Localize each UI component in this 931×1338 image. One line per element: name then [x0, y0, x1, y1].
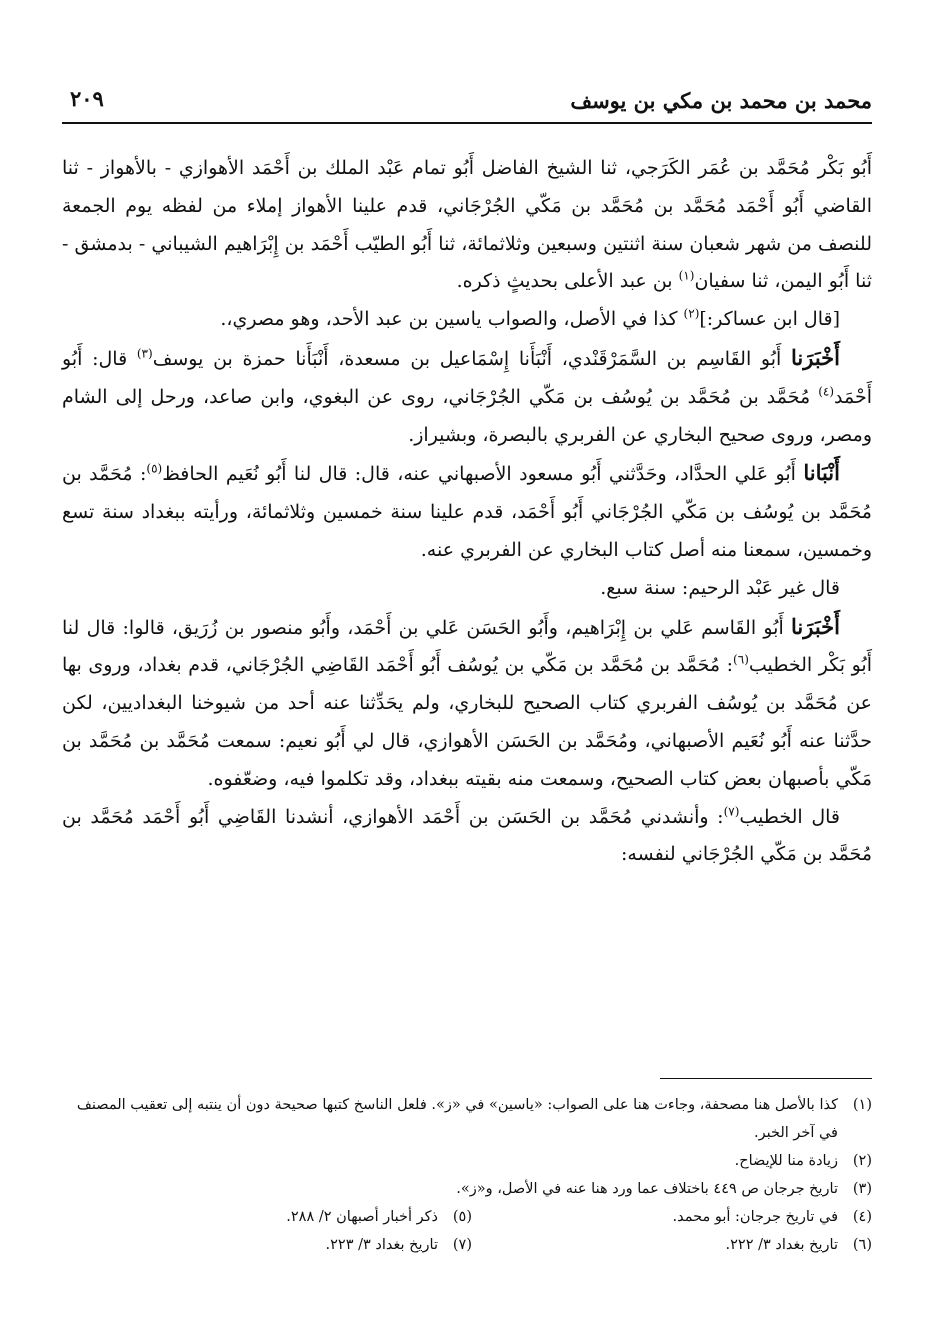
paragraph-3: أَخْبَرَنا أَبُو القَاسِم بن السَّمَرْقَنْدي، أَنْبَأَنا إِسْمَاعيل بن مسعدة، أَنْبَأَنا حمزة بن يوسف$^{(٣)}$ قال: أَبُو أَحْمَد$^{(٤)}$ مُحَمَّد بن مُحَمَّد بن يُوسُف بن مَكّي الجُرْجَاني، روى عن البغوي، وابن صاعد، ورحل إلى الشام ومصر، وروى صحيح البخاري عن الفربري بالبصرة، وبشيراز. — [62, 344, 872, 446]
footnote-ref-3[interactable]: (٣) — [136, 346, 153, 361]
footnote-row — [62, 1203, 872, 1231]
paragraph-4: أَنْبَانا أَبُو عَلي الحدَّاد، وحَدَّثني أَبُو مسعود الأصبهاني عنه، قال: قال لنا أَبُو نُعَيم الحافظ$^{(٥)}$: مُحَمَّد بن مُحَمَّد بن يُوسُف بن مَكّي الجُرْجَاني أَبُو أَحْمَد، قدم علينا سنة خمسين وثلاثمائة، ورأيته ببغداد سنة تسع وخمسين، سمعنا منه أصل كتاب البخاري عن الفربري عنه. — [62, 460, 872, 561]
paragraph-6: أَخْبَرَنا أَبُو القَاسم عَلي بن إِبْرَاهيم، وأَبُو الحَسَن عَلي بن أَحْمَد، وأَبُو منصور بن زُرَيق، قالوا: قال لنا أَبُو بَكْر الخطيب$^{(٦)}$: مُحَمَّد بن مُحَمَّد بن مَكّي بن يُوسُف أَبُو أَحْمَد القَاضِي الجُرْجَاني، قدم بغداد، وروى بها عن مُحَمَّد بن يُوسُف الفربري كتاب الصحيح للبخاري، ولم يحَدِّثنا عنه أحد من شيوخنا البغداديين، لكن حدَّثنا عنه أَبُو نُعَيم الأصبهاني، ومُحَمَّد بن الحَسَن الأهوازي، قال لي أَبُو نعيم: سمعت مُحَمَّد بن مُحَمَّد بن مَكّي بأصبهان بعض كتاب الصحيح، وسمعت منه بقيته ببغداد، وقد تكلموا فيه، وضعّفوه. — [62, 613, 872, 790]
keyword-akhbarana: أَخْبَرَنا — [791, 344, 840, 370]
footnote-ref-7[interactable]: (٧) — [723, 804, 740, 819]
footnote: (٦) تاريخ بغداد ٣/ ٢٢٢. — [725, 1237, 872, 1253]
footnote: (٥) ذكر أخبار أصبهان ٢/ ٢٨٨. — [286, 1209, 472, 1225]
paragraph-2: [قال ابن عساكر:]$^{(٢)}$ كذا في الأصل، والصواب ياسين بن عبد الأحد، وهو مصري،. — [220, 306, 840, 331]
running-title: محمد بن محمد بن مكي بن يوسف — [570, 88, 872, 113]
page-number: ٢٠٩ — [70, 86, 104, 111]
footnote-row — [62, 1231, 872, 1259]
footnotes — [62, 1091, 872, 1259]
footnote-ref-2[interactable]: (٢) — [683, 306, 700, 321]
page-header — [62, 84, 872, 124]
footnote-ref-6[interactable]: (٦) — [733, 653, 749, 668]
footnote: (٤) في تاريخ جرجان: أبو محمد. — [672, 1209, 872, 1225]
paragraph-7: قال الخطيب$^{(٧)}$: وأنشدني مُحَمَّد بن الحَسَن بن أَحْمَد الأهوازي، أنشدنا القَاضِي أَبُو أَحْمَد مُحَمَّد بن مُحَمَّد بن مَكّي الجُرْجَاني لنفسه: — [62, 804, 872, 866]
keyword-anbana: أَنْبَانا — [803, 460, 840, 486]
keyword-akhbarana-2: أَخْبَرَنا — [791, 613, 840, 639]
paragraph-1: أَبُو بَكْر مُحَمَّد بن عُمَر الكَرَجي، ثنا الشيخ الفاضل أَبُو تمام عَبْد الملك بن أَحْمَد الأهوازي - بالأهواز - ثنا القاضي أَبُو أَحْمَد مُحَمَّد بن مُحَمَّد بن مَكّي الجُرْجَاني، قدم علينا الأهواز إملاء من لفظه يوم الجمعة للنصف من شهر شعبان سنة اثنتين وسبعين وثلاثمائة، ثنا أَبُو الطيّب أَحْمَد بن إِبْرَاهيم الشيباني - بدمشق - ثنا أَبُو اليمن، ثنا سفيان$^{(١)}$ بن عبد الأعلى بحديثٍ ذكره. — [62, 157, 872, 293]
footnote-divider — [660, 1078, 872, 1079]
footnote-ref-1[interactable]: (١) — [678, 269, 695, 284]
footnote: (١) كذا بالأصل هنا مصحفة، وجاءت هنا على الصواب: «ياسين» في «ز». فلعل الناسخ كتبها صحيحة دون أن ينتبه إلى تعقيب المصنف في آخر الخبر. — [76, 1097, 872, 1141]
footnote: (٧) تاريخ بغداد ٣/ ٢٢٣. — [325, 1237, 472, 1253]
book-page — [62, 0, 872, 1338]
footnote: (٢) زيادة منا للإيضاح. — [734, 1153, 872, 1169]
footnote-ref-4[interactable]: (٤) — [818, 384, 835, 399]
paragraph-5: قال غير عَبْد الرحيم: سنة سبع. — [600, 576, 840, 599]
footnote: (٣) تاريخ جرجان ص ٤٤٩ باختلاف عما ورد هنا عنه في الأصل، و«ز». — [456, 1181, 872, 1197]
footnote-ref-5[interactable]: (٥) — [146, 462, 163, 477]
main-text — [62, 150, 872, 874]
